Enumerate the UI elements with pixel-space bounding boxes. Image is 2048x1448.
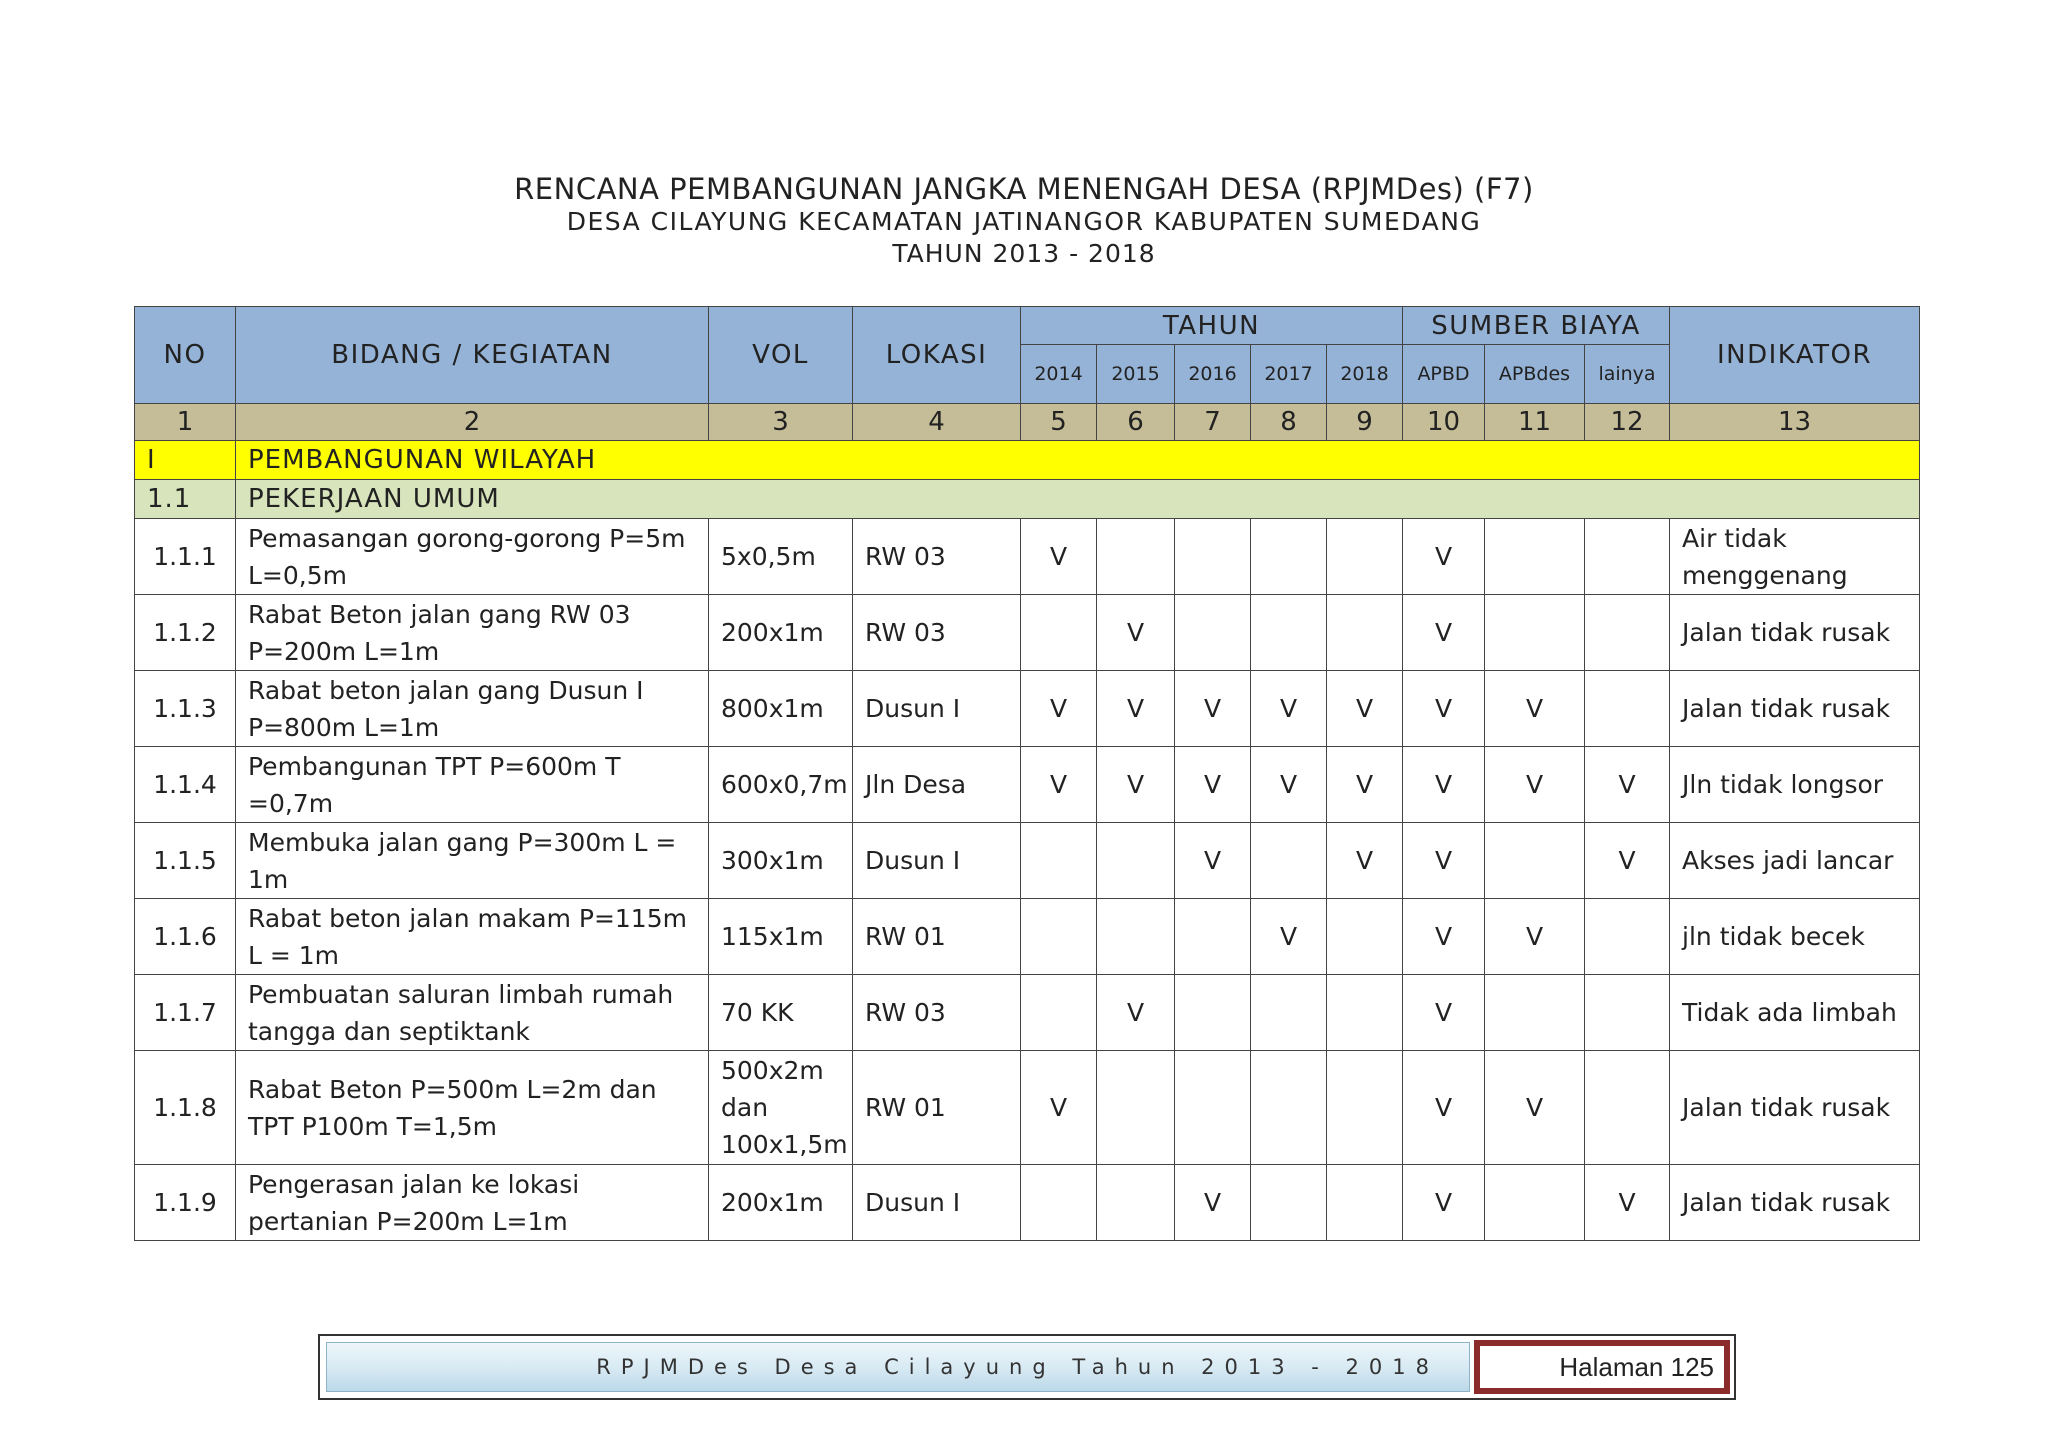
row-number: 1.1.4 <box>135 747 236 823</box>
source-check-cell: V <box>1403 1165 1485 1241</box>
footer-banner <box>326 1342 1470 1392</box>
year-check-cell <box>1175 519 1251 595</box>
column-number: 13 <box>1670 404 1920 441</box>
year-check-cell: V <box>1327 823 1403 899</box>
header-source: APBdes <box>1485 345 1585 404</box>
year-check-cell <box>1021 595 1097 671</box>
indicator-cell: Tidak ada limbah <box>1670 975 1920 1051</box>
column-number: 8 <box>1251 404 1327 441</box>
location-cell: Dusun I <box>853 823 1021 899</box>
header-bidang: BIDANG / KEGIATAN <box>236 307 709 404</box>
year-check-cell <box>1327 595 1403 671</box>
volume-cell: 200x1m <box>709 1165 853 1241</box>
table-row <box>135 975 1920 1051</box>
year-check-cell: V <box>1251 747 1327 823</box>
year-check-cell <box>1097 519 1175 595</box>
year-check-cell <box>1097 823 1175 899</box>
column-number: 12 <box>1585 404 1670 441</box>
indicator-cell: Jalan tidak rusak <box>1670 595 1920 671</box>
title-line-3: TAHUN 2013 - 2018 <box>892 239 1156 268</box>
year-check-cell <box>1097 899 1175 975</box>
year-check-cell: V <box>1097 975 1175 1051</box>
column-number: 2 <box>236 404 709 441</box>
section-label: PEMBANGUNAN WILAYAH <box>236 441 709 480</box>
year-check-cell: V <box>1021 671 1097 747</box>
source-check-cell: V <box>1585 747 1670 823</box>
source-check-cell <box>1485 1165 1585 1241</box>
source-check-cell <box>1485 519 1585 595</box>
activity-cell: Pemasangan gorong-gorong P=5m L=0,5m <box>236 519 709 595</box>
header-sumber-biaya: SUMBER BIAYA <box>1403 307 1670 345</box>
year-check-cell: V <box>1251 671 1327 747</box>
source-check-cell: V <box>1403 899 1485 975</box>
row-number: 1.1.2 <box>135 595 236 671</box>
year-check-cell <box>1251 1051 1327 1165</box>
column-number: 6 <box>1097 404 1175 441</box>
table-row <box>135 899 1920 975</box>
year-check-cell <box>1175 595 1251 671</box>
row-number: 1.1.5 <box>135 823 236 899</box>
column-number: 7 <box>1175 404 1251 441</box>
year-check-cell <box>1251 1165 1327 1241</box>
year-check-cell <box>1327 1051 1403 1165</box>
volume-cell: 70 KK <box>709 975 853 1051</box>
source-check-cell: V <box>1485 671 1585 747</box>
header-lokasi: LOKASI <box>853 307 1021 404</box>
source-check-cell <box>1585 519 1670 595</box>
indicator-cell: Jln tidak longsor <box>1670 747 1920 823</box>
header-tahun: TAHUN <box>1021 307 1403 345</box>
header-source: APBD <box>1403 345 1485 404</box>
section-fill <box>1670 441 1920 480</box>
source-check-cell <box>1485 975 1585 1051</box>
year-check-cell <box>1021 899 1097 975</box>
source-check-cell: V <box>1485 899 1585 975</box>
source-check-cell: V <box>1403 823 1485 899</box>
location-cell: Dusun I <box>853 671 1021 747</box>
source-check-cell <box>1585 595 1670 671</box>
year-check-cell <box>1021 975 1097 1051</box>
year-check-cell: V <box>1175 823 1251 899</box>
location-cell: RW 03 <box>853 975 1021 1051</box>
section-row <box>135 441 1920 480</box>
year-check-cell <box>1175 1051 1251 1165</box>
column-number: 1 <box>135 404 236 441</box>
volume-cell: 300x1m <box>709 823 853 899</box>
source-check-cell <box>1585 1051 1670 1165</box>
source-check-cell: V <box>1485 747 1585 823</box>
year-check-cell <box>1021 823 1097 899</box>
year-check-cell: V <box>1175 671 1251 747</box>
table-row <box>135 595 1920 671</box>
header-source: lainya <box>1585 345 1670 404</box>
column-number: 5 <box>1021 404 1097 441</box>
section-fill <box>709 441 1670 480</box>
year-check-cell: V <box>1251 899 1327 975</box>
location-cell: RW 01 <box>853 899 1021 975</box>
location-cell: RW 03 <box>853 519 1021 595</box>
table-row <box>135 1051 1920 1165</box>
header-no: NO <box>135 307 236 404</box>
header-year: 2016 <box>1175 345 1251 404</box>
table-row <box>135 519 1920 595</box>
year-check-cell <box>1175 975 1251 1051</box>
source-check-cell: V <box>1403 519 1485 595</box>
column-number-row <box>135 404 1920 441</box>
row-number: 1.1.7 <box>135 975 236 1051</box>
page-footer <box>318 1334 1736 1400</box>
subsection-fill <box>709 480 1670 519</box>
year-check-cell <box>1251 975 1327 1051</box>
source-check-cell <box>1585 975 1670 1051</box>
activity-cell: Pembuatan saluran limbah rumah tangga dan septiktank <box>236 975 709 1051</box>
activity-cell: Rabat beton jalan gang Dusun I P=800m L=1m <box>236 671 709 747</box>
year-check-cell <box>1251 823 1327 899</box>
indicator-cell: Akses jadi lancar <box>1670 823 1920 899</box>
activity-cell: Rabat Beton P=500m L=2m dan TPT P100m T=1,5m <box>236 1051 709 1165</box>
header-year: 2018 <box>1327 345 1403 404</box>
location-cell: Jln Desa <box>853 747 1021 823</box>
activity-cell: Rabat Beton jalan gang RW 03 P=200m L=1m <box>236 595 709 671</box>
activity-cell: Pengerasan jalan ke lokasi pertanian P=200m L=1m <box>236 1165 709 1241</box>
column-number: 11 <box>1485 404 1585 441</box>
volume-cell: 115x1m <box>709 899 853 975</box>
source-check-cell: V <box>1403 975 1485 1051</box>
row-number: 1.1.3 <box>135 671 236 747</box>
table-row <box>135 1165 1920 1241</box>
year-check-cell <box>1327 1165 1403 1241</box>
indicator-cell: Jalan tidak rusak <box>1670 1165 1920 1241</box>
subsection-row <box>135 480 1920 519</box>
title-line-2: DESA CILAYUNG KECAMATAN JATINANGOR KABUPATEN SUMEDANG <box>566 207 1482 236</box>
activity-cell: Pembangunan TPT P=600m T =0,7m <box>236 747 709 823</box>
volume-cell: 800x1m <box>709 671 853 747</box>
source-check-cell: V <box>1585 823 1670 899</box>
year-check-cell <box>1097 1165 1175 1241</box>
source-check-cell <box>1585 671 1670 747</box>
column-number: 9 <box>1327 404 1403 441</box>
year-check-cell: V <box>1327 747 1403 823</box>
source-check-cell: V <box>1485 1051 1585 1165</box>
year-check-cell <box>1327 899 1403 975</box>
indicator-cell: Air tidak menggenang <box>1670 519 1920 595</box>
subsection-fill <box>1670 480 1920 519</box>
source-check-cell: V <box>1403 595 1485 671</box>
volume-cell: 200x1m <box>709 595 853 671</box>
year-check-cell <box>1327 975 1403 1051</box>
year-check-cell: V <box>1097 671 1175 747</box>
document-title <box>0 172 2048 270</box>
subsection-label: PEKERJAAN UMUM <box>236 480 709 519</box>
year-check-cell: V <box>1021 1051 1097 1165</box>
indicator-cell: Jalan tidak rusak <box>1670 671 1920 747</box>
title-line-1: RENCANA PEMBANGUNAN JANGKA MENENGAH DESA (RPJMDes) (F7) <box>514 172 1534 206</box>
column-number: 4 <box>853 404 1021 441</box>
activity-cell: Membuka jalan gang P=300m L = 1m <box>236 823 709 899</box>
year-check-cell: V <box>1175 1165 1251 1241</box>
header-year: 2017 <box>1251 345 1327 404</box>
table-row <box>135 823 1920 899</box>
row-number: 1.1.6 <box>135 899 236 975</box>
source-check-cell: V <box>1585 1165 1670 1241</box>
table-row <box>135 747 1920 823</box>
year-check-cell <box>1021 1165 1097 1241</box>
year-check-cell: V <box>1021 519 1097 595</box>
location-cell: RW 03 <box>853 595 1021 671</box>
volume-cell: 500x2m dan 100x1,5m <box>709 1051 853 1165</box>
row-number: 1.1.1 <box>135 519 236 595</box>
location-cell: RW 01 <box>853 1051 1021 1165</box>
indicator-cell: Jalan tidak rusak <box>1670 1051 1920 1165</box>
rpjmdes-table <box>134 306 1920 1241</box>
source-check-cell <box>1585 899 1670 975</box>
year-check-cell <box>1251 519 1327 595</box>
source-check-cell <box>1485 823 1585 899</box>
year-check-cell: V <box>1097 747 1175 823</box>
page-number: Halaman 125 <box>1474 1340 1730 1394</box>
row-number: 1.1.9 <box>135 1165 236 1241</box>
source-check-cell: V <box>1403 1051 1485 1165</box>
column-number: 10 <box>1403 404 1485 441</box>
year-check-cell <box>1175 899 1251 975</box>
location-cell: Dusun I <box>853 1165 1021 1241</box>
volume-cell: 600x0,7m <box>709 747 853 823</box>
year-check-cell <box>1251 595 1327 671</box>
row-number: 1.1.8 <box>135 1051 236 1165</box>
header-year: 2014 <box>1021 345 1097 404</box>
header-year: 2015 <box>1097 345 1175 404</box>
subsection-number: 1.1 <box>135 480 236 519</box>
year-check-cell <box>1097 1051 1175 1165</box>
year-check-cell: V <box>1327 671 1403 747</box>
indicator-cell: jln tidak becek <box>1670 899 1920 975</box>
activity-cell: Rabat beton jalan makam P=115m L = 1m <box>236 899 709 975</box>
source-check-cell <box>1485 595 1585 671</box>
section-number: I <box>135 441 236 480</box>
column-number: 3 <box>709 404 853 441</box>
footer-text: RPJMDes Desa Cilayung Tahun 2013 - 2018 <box>596 1355 1439 1379</box>
table-row <box>135 671 1920 747</box>
header-vol: VOL <box>709 307 853 404</box>
source-check-cell: V <box>1403 671 1485 747</box>
source-check-cell: V <box>1403 747 1485 823</box>
volume-cell: 5x0,5m <box>709 519 853 595</box>
header-indikator: INDIKATOR <box>1670 307 1920 404</box>
year-check-cell: V <box>1021 747 1097 823</box>
year-check-cell: V <box>1175 747 1251 823</box>
year-check-cell <box>1327 519 1403 595</box>
year-check-cell: V <box>1097 595 1175 671</box>
